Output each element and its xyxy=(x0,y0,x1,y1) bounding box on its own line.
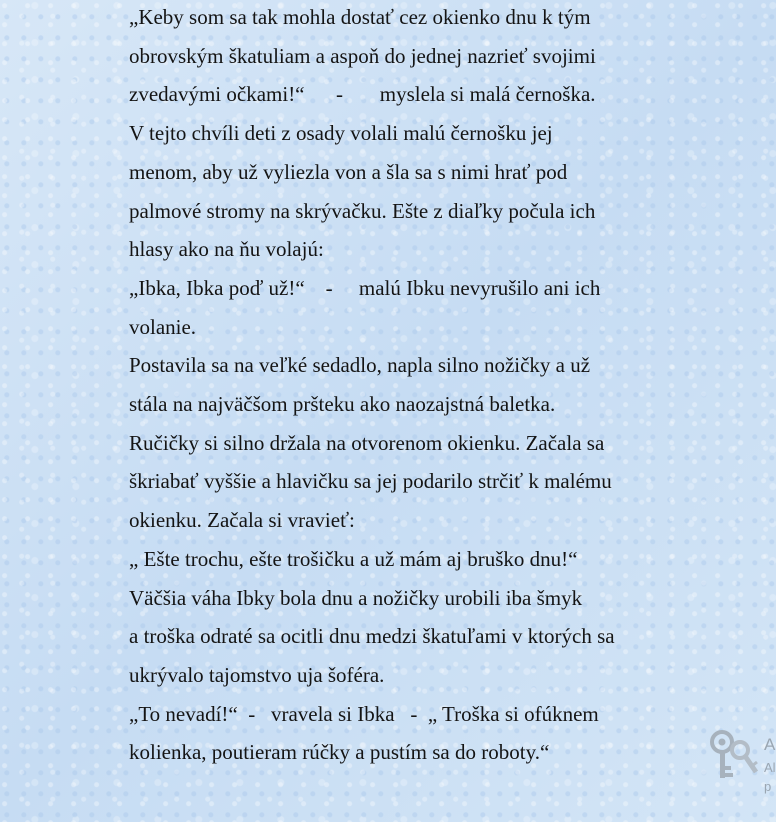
story-line: volanie. xyxy=(129,314,197,339)
story-text xyxy=(129,0,659,772)
story-line: „Keby som sa tak mohla dostať cez okienko dnu k tým xyxy=(129,5,591,29)
story-line: V tejto chvíli deti z osady volali malú černošku jej xyxy=(129,121,553,146)
story-line: „Ibka, Ibka poď už!“ - malú Ibku nevyrušilo ani ich xyxy=(129,275,601,300)
story-line: zvedavými očkami!“ - myslela si malá černoška. xyxy=(129,82,596,107)
story-line: škriabať vyššie a hlavičku sa jej podarilo strčiť k malému xyxy=(129,469,612,494)
story-line: Ručičky si silno držala na otvorenom okienku. Začala sa xyxy=(129,430,605,455)
story-line: Väčšia váha Ibky bola dnu a nožičky urobili iba šmyk xyxy=(129,585,583,610)
story-line: hlasy ako na ňu volajú: xyxy=(129,237,324,262)
watermark-text-line: A xyxy=(764,735,776,754)
story-line: Postavila sa na veľké sedadlo, napla silno nožičky a už xyxy=(129,353,591,378)
keys-icon xyxy=(708,728,760,782)
story-line: „ Ešte trochu, ešte trošičku a už mám aj bruško dnu!“ xyxy=(129,546,578,571)
watermark-text-line: Al xyxy=(764,760,776,775)
story-line: a troška odraté sa ocitli dnu medzi škatuľami v ktorých sa xyxy=(129,624,615,649)
activation-watermark xyxy=(708,728,776,798)
watermark-text-line: p xyxy=(764,779,772,794)
story-line: obrovským škatuliam a aspoň do jednej nazrieť svojimi xyxy=(129,43,596,68)
story-line: „To nevadí!“ - vravela si Ibka - „ Troška si ofúknem xyxy=(129,701,599,726)
story-line: okienku. Začala si vravieť: xyxy=(129,508,355,533)
story-line: ukrývalo tajomstvo uja šoféra. xyxy=(129,662,385,687)
story-line: stála na najväčšom pršteku ako naozajstná baletka. xyxy=(129,392,556,417)
story-line: menom, aby už vyliezla von a šla sa s nimi hrať pod xyxy=(129,159,568,184)
story-line: kolienka, poutieram rúčky a pustím sa do roboty.“ xyxy=(129,740,550,765)
story-line: palmové stromy na skrývačku. Ešte z diaľky počula ich xyxy=(129,198,596,223)
